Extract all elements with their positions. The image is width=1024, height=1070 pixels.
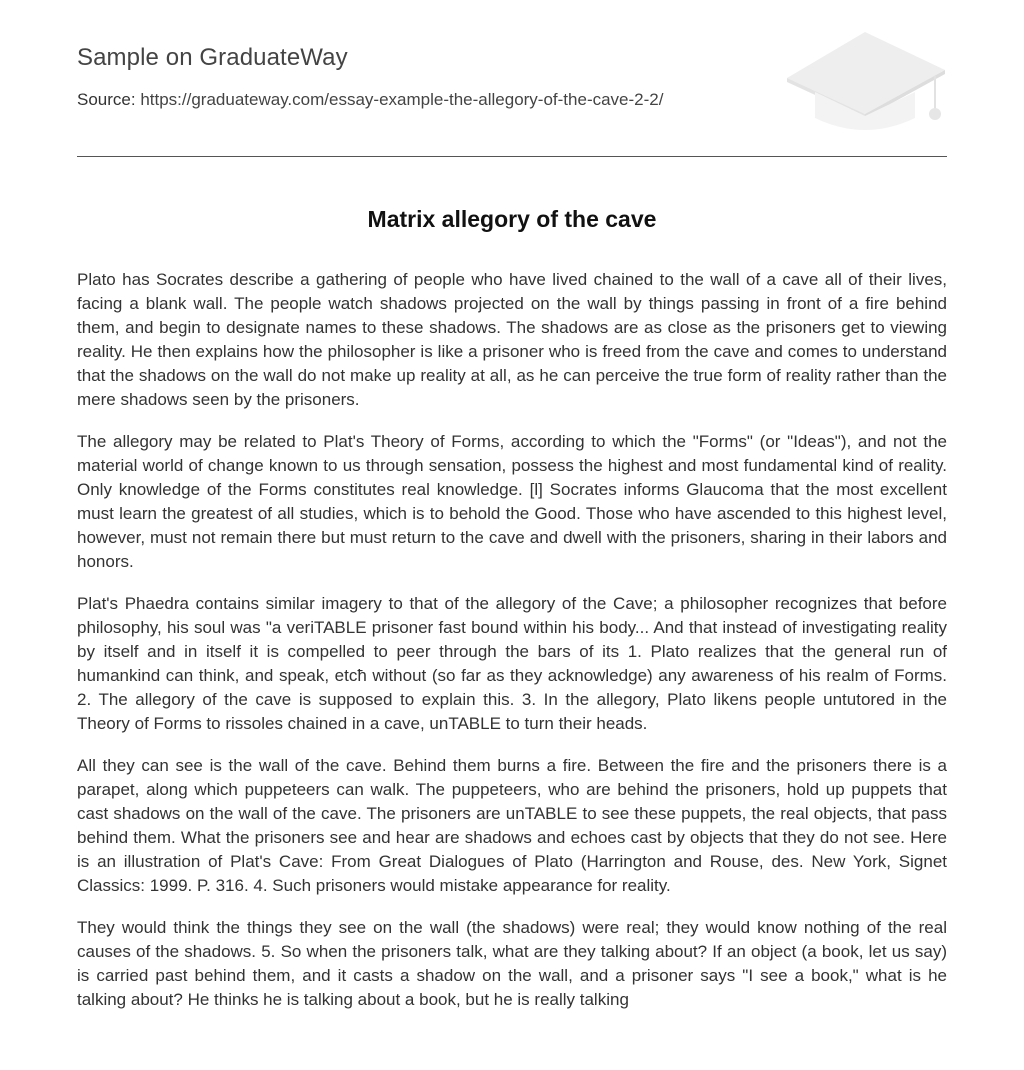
graduation-cap-icon [781,30,947,134]
document-body [77,268,947,1030]
source-line [77,90,663,110]
paragraph: Plat's Phaedra contains similar imagery to that of the allegory of the Cave; a philosopher recognizes that before philosophy, his soul was "a veriTABLE prisoner fast bound within his body... And that instead of investigating reality by itself and in itself it is compelled to peer through the bars of its 1. Plato realizes that the general run of humankind can think, and speak, etcћ without (so far as they acknowledge) any awareness of his realm of Forms. 2. The allegory of the cave is supposed to explain this. 3. In the allegory, Plato likens people untutored in the Theory of Forms to rissoles chained in a cave, unTABLE to turn their heads. [77,594,947,733]
source-label: Source: [77,90,136,109]
paragraph: All they can see is the wall of the cave. Behind them burns a fire. Between the fire and the prisoners there is a parapet, along which puppeteers can walk. The puppeteers, who are behind the prisoners, hold up puppets that cast shadows on the wall of the cave. The prisoners are unTABLE to see these puppets, the real objects, that pass behind them. What the prisoners see and hear are shadows and echoes cast by objects that they do not see. Here is an illustration of Plat's Cave: From Great Dialogues of Plato (Harrington and Rouse, des. New York, Signet Classics: 1999. P. 316. 4. Such prisoners would mistake appearance for reality. [77,756,947,895]
document-title: Matrix allegory of the cave [367,206,657,232]
paragraph: The allegory may be related to Plat's Theory of Forms, according to which the "Forms" (or "Ideas"), and not the material world of change known to us through sensation, possess the highest and most fundamental kind of reality. Only knowledge of the Forms constitutes real knowledge. [l] Socrates informs Glaucoma that the most excellent must learn the greatest of all studies, which is to behold the Good. Those who have ascended to this highest level, however, must not remain there but must return to the cave and dwell with the prisoners, sharing in their labors and honors. [77,432,947,571]
source-link[interactable]: https://graduateway.com/essay-example-the-allegory-of-the-cave-2-2/ [140,90,664,109]
paragraph: They would think the things they see on the wall (the shadows) were real; they would know nothing of the real causes of the shadows. 5. So when the prisoners talk, what are they talking about? If an object (a book, let us say) is carried past behind them, and it casts a shadow on the wall, and a prisoner says "I see a book," what is he talking about? He thinks he is talking about a book, but he is really talking [77,918,947,1009]
site-title: Sample on GraduateWay [77,44,348,71]
paragraph: Plato has Socrates describe a gathering of people who have lived chained to the wall of a cave all of their lives, facing a blank wall. The people watch shadows projected on the wall by things passing in front of a fire behind them, and begin to designate names to these shadows. The shadows are as close as the prisoners get to viewing reality. He then explains how the philosopher is like a prisoner who is freed from the cave and comes to understand that the shadows on the wall do not make up reality at all, as he can perceive the true form of reality rather than the mere shadows seen by the prisoners. [77,270,947,409]
page-header [77,0,947,157]
